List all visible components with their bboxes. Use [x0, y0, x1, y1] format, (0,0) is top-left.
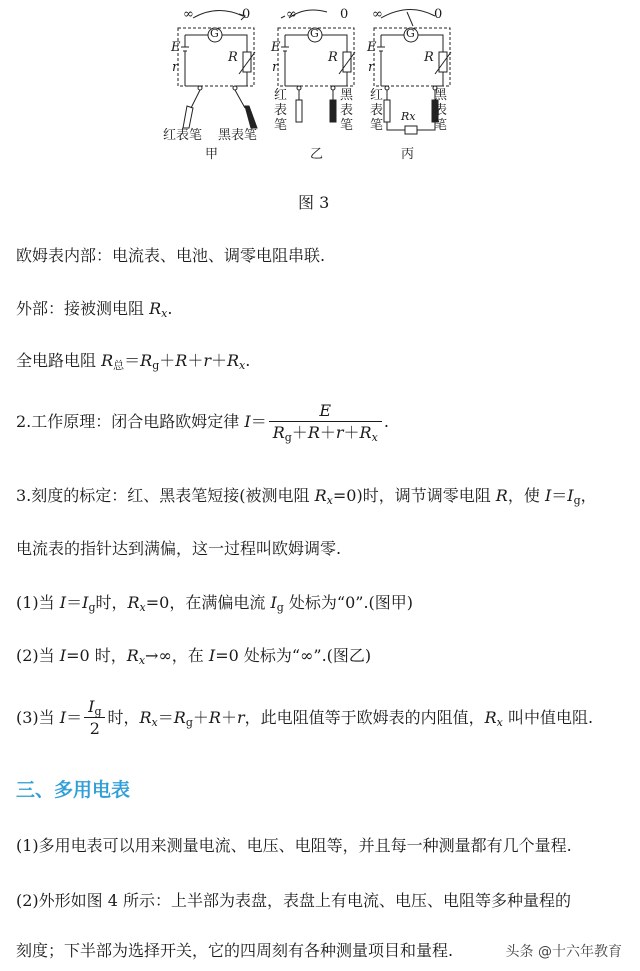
- black-probe-label: 黑表笔: [434, 88, 448, 133]
- black-probe-label: 黑表笔: [218, 128, 258, 143]
- ohmmeter-internal-line: 欧姆表内部：电流表、电池、调零电阻串联.: [16, 246, 326, 265]
- multimeter-line-3: 刻度；下半部为选择开关，它的四周刻有各种测量项目和量程.: [16, 941, 454, 960]
- red-probe-label: 红表笔: [163, 128, 203, 143]
- zero-resistor-label: R: [424, 50, 434, 65]
- panel-label-bing: 丙: [401, 147, 415, 162]
- galvanometer-label: G: [406, 27, 415, 40]
- watermark: 头条 @十六年教育: [502, 939, 626, 963]
- emf-label: E: [367, 40, 377, 55]
- scale-inf-label: ∞: [372, 7, 383, 22]
- scale-zero-label: 0: [242, 7, 251, 22]
- scale-inf-label: ∞: [286, 7, 297, 22]
- scale-zero-label: 0: [340, 7, 349, 22]
- zero-resistor-label: R: [328, 50, 338, 65]
- ohm-law-fraction: $\frac{E}{R_g+R+r+R_x}$: [269, 401, 382, 444]
- galvanometer-label: G: [310, 27, 319, 40]
- figure-caption: 图 3: [298, 193, 330, 212]
- panel-label-jia: 甲: [205, 147, 219, 162]
- multimeter-line-1: (1)多用电表可以用来测量电流、电压、电阻等，并且每一种测量都有几个量程.: [16, 836, 572, 855]
- half-ig-fraction: $\frac{I_g}{2}$: [84, 697, 105, 740]
- panel-label-yi: 乙: [310, 147, 324, 162]
- red-probe-label: 红表笔: [274, 88, 288, 133]
- scale-inf-label: ∞: [183, 7, 194, 22]
- black-probe-label: 黑表笔: [340, 88, 354, 133]
- emf-label: E: [271, 40, 281, 55]
- emf-label: E: [171, 40, 181, 55]
- internal-r-label: r: [368, 60, 375, 75]
- scale-zero-label: 0: [434, 7, 443, 22]
- case-2-line: (2)当 I=0 时，$R_x\to\infty$，在 I=0 处标为“∞”.(图乙): [16, 646, 372, 667]
- internal-r-label: r: [272, 60, 279, 75]
- zero-resistor-label: R: [228, 50, 238, 65]
- calibration-line-2: 电流表的指针达到满偏，这一过程叫欧姆调零.: [16, 539, 342, 558]
- multimeter-line-2: (2)外形如图 4 所示：上半部为表盘，表盘上有电流、电压、电阻等多种量程的: [16, 891, 572, 910]
- total-resistance-line: 全电路电阻 $R_总=R_g+R+r+R_x$.: [16, 351, 251, 372]
- internal-r-label: r: [172, 60, 179, 75]
- calibration-line-1: 3.刻度的标定：红、黑表笔短接(被测电阻 $R_x=0$)时，调节调零电阻 R，使 $I=I_g$，: [16, 486, 597, 507]
- section-heading-multimeter: 三、多用电表: [16, 779, 131, 801]
- galvanometer-label: G: [210, 27, 219, 40]
- rx-resistor-label: Rx: [401, 110, 416, 123]
- case-3-line: (3)当 I＝ $\frac{I_g}{2}$ 时，$R_x=R_g+R+r$，此电阻值等于欧姆表的内阻值，$R_x$ 叫中值电阻.: [16, 697, 594, 738]
- case-1-line: (1)当 $I=I_g$时，$R_x=0$，在满偏电流 $I_g$ 处标为“0”.(图甲): [16, 593, 414, 614]
- working-principle-line: 2.工作原理：闭合电路欧姆定律 I＝ $\frac{E}{R_g+R+r+R_x}$ .: [16, 401, 389, 444]
- external-line: 外部：接被测电阻 $R_x$.: [16, 299, 173, 320]
- red-probe-label: 红表笔: [370, 88, 384, 133]
